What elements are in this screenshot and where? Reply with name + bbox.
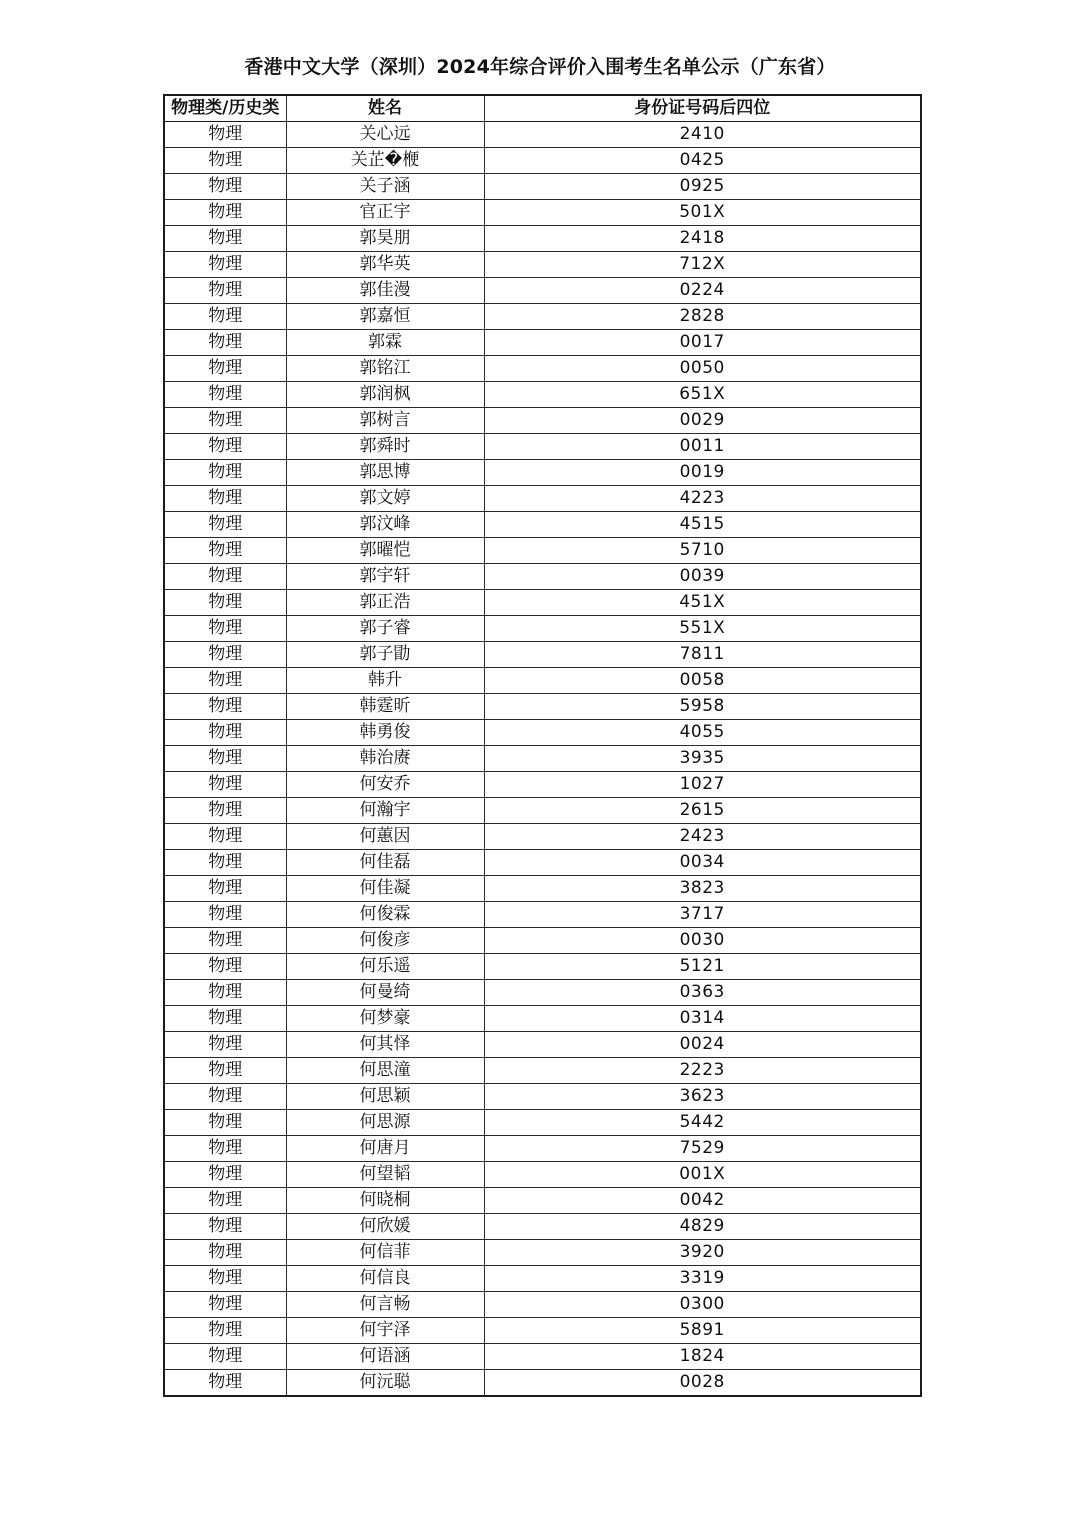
table-row: [164, 200, 921, 226]
cell-id-last-four: 3623: [484, 1084, 921, 1110]
cell-name: 郭舜时: [286, 434, 484, 460]
cell-name: 郭子勖: [286, 642, 484, 668]
table-row: [164, 122, 921, 148]
cell-id-last-four: 0011: [484, 434, 921, 460]
cell-name: 郭文婷: [286, 486, 484, 512]
cell-name: 何宇泽: [286, 1318, 484, 1344]
cell-category: 物理: [164, 954, 286, 980]
cell-category: 物理: [164, 1188, 286, 1214]
cell-id-last-four: 0425: [484, 148, 921, 174]
cell-name: 何晓桐: [286, 1188, 484, 1214]
cell-category: 物理: [164, 980, 286, 1006]
cell-category: 物理: [164, 798, 286, 824]
cell-name: 何语涵: [286, 1344, 484, 1370]
table-row: [164, 1266, 921, 1292]
cell-id-last-four: 0363: [484, 980, 921, 1006]
cell-id-last-four: 3319: [484, 1266, 921, 1292]
cell-category: 物理: [164, 174, 286, 200]
cell-category: 物理: [164, 928, 286, 954]
cell-name: 郭宇轩: [286, 564, 484, 590]
cell-id-last-four: 2615: [484, 798, 921, 824]
cell-id-last-four: 1027: [484, 772, 921, 798]
cell-id-last-four: 3935: [484, 746, 921, 772]
cell-name: 郭汶峰: [286, 512, 484, 538]
table-row: [164, 1058, 921, 1084]
table-row: [164, 1370, 921, 1397]
table-row: [164, 668, 921, 694]
cell-id-last-four: 0314: [484, 1006, 921, 1032]
cell-name: 何安乔: [286, 772, 484, 798]
cell-category: 物理: [164, 252, 286, 278]
cell-category: 物理: [164, 148, 286, 174]
cell-name: 关子涵: [286, 174, 484, 200]
table-row: [164, 720, 921, 746]
cell-name: 何欣媛: [286, 1214, 484, 1240]
cell-id-last-four: 0029: [484, 408, 921, 434]
table-row: [164, 434, 921, 460]
cell-name: 韩勇俊: [286, 720, 484, 746]
cell-category: 物理: [164, 434, 286, 460]
cell-id-last-four: 001X: [484, 1162, 921, 1188]
table-row: [164, 1110, 921, 1136]
column-header-name: 姓名: [286, 95, 484, 122]
cell-id-last-four: 3717: [484, 902, 921, 928]
cell-name: 何思源: [286, 1110, 484, 1136]
cell-name: 何信菲: [286, 1240, 484, 1266]
cell-category: 物理: [164, 1292, 286, 1318]
cell-id-last-four: 5710: [484, 538, 921, 564]
table-row: [164, 382, 921, 408]
cell-id-last-four: 5121: [484, 954, 921, 980]
table-header-row: [164, 95, 921, 122]
table-row: [164, 1214, 921, 1240]
cell-category: 物理: [164, 1110, 286, 1136]
cell-category: 物理: [164, 564, 286, 590]
table-row: [164, 954, 921, 980]
cell-id-last-four: 4829: [484, 1214, 921, 1240]
table-row: [164, 252, 921, 278]
cell-id-last-four: 4055: [484, 720, 921, 746]
cell-category: 物理: [164, 1136, 286, 1162]
table-row: [164, 1006, 921, 1032]
table-row: [164, 148, 921, 174]
table-row: [164, 278, 921, 304]
cell-name: 郭昊朋: [286, 226, 484, 252]
cell-category: 物理: [164, 772, 286, 798]
table-row: [164, 876, 921, 902]
cell-name: 何佳凝: [286, 876, 484, 902]
cell-category: 物理: [164, 720, 286, 746]
cell-category: 物理: [164, 1214, 286, 1240]
table-row: [164, 1084, 921, 1110]
table-row: [164, 1318, 921, 1344]
cell-category: 物理: [164, 408, 286, 434]
cell-category: 物理: [164, 1266, 286, 1292]
cell-id-last-four: 0925: [484, 174, 921, 200]
cell-id-last-four: 0024: [484, 1032, 921, 1058]
cell-name: 何乐遥: [286, 954, 484, 980]
cell-name: 郭思博: [286, 460, 484, 486]
table-row: [164, 564, 921, 590]
cell-id-last-four: 0039: [484, 564, 921, 590]
cell-id-last-four: 4223: [484, 486, 921, 512]
cell-name: 关心远: [286, 122, 484, 148]
cell-id-last-four: 0034: [484, 850, 921, 876]
table-row: [164, 460, 921, 486]
cell-id-last-four: 0028: [484, 1370, 921, 1397]
cell-category: 物理: [164, 538, 286, 564]
cell-name: 关芷�楩: [286, 148, 484, 174]
cell-category: 物理: [164, 1084, 286, 1110]
cell-id-last-four: 0042: [484, 1188, 921, 1214]
table-row: [164, 798, 921, 824]
table-row: [164, 226, 921, 252]
cell-category: 物理: [164, 668, 286, 694]
cell-id-last-four: 0019: [484, 460, 921, 486]
table-row: [164, 746, 921, 772]
cell-name: 郭树言: [286, 408, 484, 434]
cell-id-last-four: 5891: [484, 1318, 921, 1344]
cell-name: 何曼绮: [286, 980, 484, 1006]
cell-category: 物理: [164, 1032, 286, 1058]
cell-category: 物理: [164, 876, 286, 902]
cell-category: 物理: [164, 1162, 286, 1188]
table-row: [164, 356, 921, 382]
cell-category: 物理: [164, 1370, 286, 1397]
cell-id-last-four: 5442: [484, 1110, 921, 1136]
cell-category: 物理: [164, 694, 286, 720]
cell-name: 何瀚宇: [286, 798, 484, 824]
table-row: [164, 538, 921, 564]
table-row: [164, 1032, 921, 1058]
cell-name: 何俊霖: [286, 902, 484, 928]
table-body: [164, 122, 921, 1397]
cell-category: 物理: [164, 304, 286, 330]
table-row: [164, 980, 921, 1006]
cell-category: 物理: [164, 1240, 286, 1266]
cell-name: 官正宇: [286, 200, 484, 226]
cell-id-last-four: 2828: [484, 304, 921, 330]
cell-category: 物理: [164, 356, 286, 382]
cell-name: 何唐月: [286, 1136, 484, 1162]
cell-name: 郭润枫: [286, 382, 484, 408]
cell-id-last-four: 7811: [484, 642, 921, 668]
cell-category: 物理: [164, 200, 286, 226]
cell-id-last-four: 0017: [484, 330, 921, 356]
cell-name: 何思颖: [286, 1084, 484, 1110]
cell-id-last-four: 2418: [484, 226, 921, 252]
table-row: [164, 304, 921, 330]
cell-name: 郭正浩: [286, 590, 484, 616]
cell-id-last-four: 2410: [484, 122, 921, 148]
cell-category: 物理: [164, 486, 286, 512]
cell-name: 何梦豪: [286, 1006, 484, 1032]
cell-name: 何俊彦: [286, 928, 484, 954]
cell-name: 郭霖: [286, 330, 484, 356]
cell-category: 物理: [164, 590, 286, 616]
cell-id-last-four: 3920: [484, 1240, 921, 1266]
cell-category: 物理: [164, 746, 286, 772]
cell-category: 物理: [164, 122, 286, 148]
cell-name: 韩升: [286, 668, 484, 694]
cell-name: 郭曜恺: [286, 538, 484, 564]
cell-name: 郭嘉恒: [286, 304, 484, 330]
table-row: [164, 174, 921, 200]
cell-id-last-four: 0224: [484, 278, 921, 304]
table-row: [164, 902, 921, 928]
page-title: 香港中文大学（深圳）2024年综合评价入围考生名单公示（广东省）: [244, 56, 836, 78]
table-row: [164, 1136, 921, 1162]
cell-category: 物理: [164, 1006, 286, 1032]
cell-category: 物理: [164, 850, 286, 876]
cell-id-last-four: 0050: [484, 356, 921, 382]
cell-category: 物理: [164, 512, 286, 538]
table-row: [164, 824, 921, 850]
table-row: [164, 1292, 921, 1318]
cell-name: 郭铭江: [286, 356, 484, 382]
column-header-category: 物理类/历史类: [164, 95, 286, 122]
cell-category: 物理: [164, 642, 286, 668]
cell-id-last-four: 1824: [484, 1344, 921, 1370]
table-row: [164, 590, 921, 616]
cell-id-last-four: 551X: [484, 616, 921, 642]
table-row: [164, 616, 921, 642]
candidate-table: [163, 94, 922, 1397]
table-row: [164, 850, 921, 876]
table-row: [164, 772, 921, 798]
cell-id-last-four: 2223: [484, 1058, 921, 1084]
cell-category: 物理: [164, 1344, 286, 1370]
table-row: [164, 1162, 921, 1188]
cell-name: 何思潼: [286, 1058, 484, 1084]
cell-category: 物理: [164, 330, 286, 356]
table-row: [164, 1240, 921, 1266]
cell-id-last-four: 501X: [484, 200, 921, 226]
cell-category: 物理: [164, 824, 286, 850]
table-row: [164, 694, 921, 720]
cell-id-last-four: 0058: [484, 668, 921, 694]
table-row: [164, 486, 921, 512]
table-row: [164, 928, 921, 954]
cell-name: 何蕙因: [286, 824, 484, 850]
cell-category: 物理: [164, 902, 286, 928]
table-row: [164, 642, 921, 668]
cell-name: 韩治赓: [286, 746, 484, 772]
cell-id-last-four: 4515: [484, 512, 921, 538]
cell-name: 何信良: [286, 1266, 484, 1292]
cell-name: 何佳磊: [286, 850, 484, 876]
cell-name: 郭佳漫: [286, 278, 484, 304]
cell-id-last-four: 0030: [484, 928, 921, 954]
cell-name: 郭子睿: [286, 616, 484, 642]
cell-id-last-four: 7529: [484, 1136, 921, 1162]
cell-name: 韩霆昕: [286, 694, 484, 720]
cell-category: 物理: [164, 616, 286, 642]
cell-id-last-four: 5958: [484, 694, 921, 720]
table-row: [164, 408, 921, 434]
cell-category: 物理: [164, 278, 286, 304]
cell-category: 物理: [164, 382, 286, 408]
cell-id-last-four: 3823: [484, 876, 921, 902]
cell-name: 何望韬: [286, 1162, 484, 1188]
column-header-id-last-four: 身份证号码后四位: [484, 95, 921, 122]
cell-name: 何沅聪: [286, 1370, 484, 1397]
cell-category: 物理: [164, 460, 286, 486]
cell-category: 物理: [164, 1318, 286, 1344]
table-row: [164, 330, 921, 356]
cell-id-last-four: 2423: [484, 824, 921, 850]
cell-category: 物理: [164, 226, 286, 252]
cell-name: 何言畅: [286, 1292, 484, 1318]
table-row: [164, 512, 921, 538]
cell-name: 郭华英: [286, 252, 484, 278]
cell-id-last-four: 651X: [484, 382, 921, 408]
cell-name: 何其怿: [286, 1032, 484, 1058]
table-row: [164, 1188, 921, 1214]
cell-id-last-four: 0300: [484, 1292, 921, 1318]
cell-id-last-four: 712X: [484, 252, 921, 278]
cell-category: 物理: [164, 1058, 286, 1084]
cell-id-last-four: 451X: [484, 590, 921, 616]
table-row: [164, 1344, 921, 1370]
